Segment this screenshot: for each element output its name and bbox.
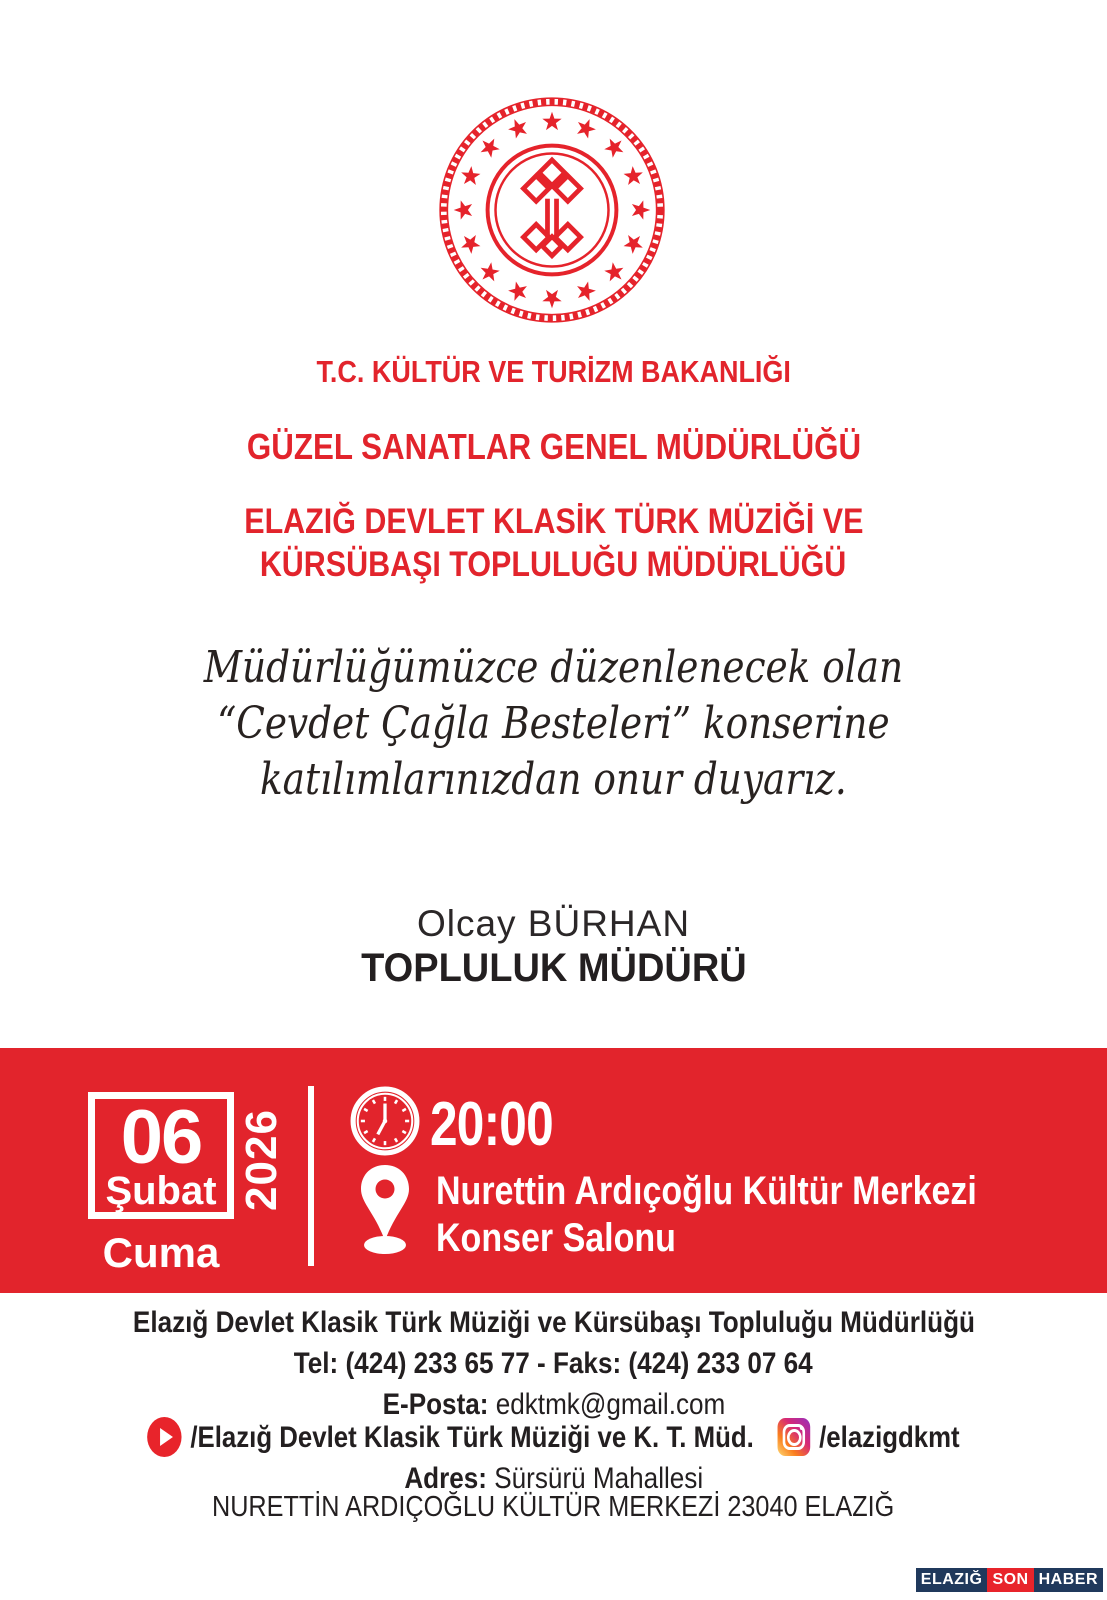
venue-line2: Konser Salonu: [436, 1216, 676, 1260]
footer-org-text: Elazığ Devlet Klasik Türk Müziği ve Kürsübaşı Topluluğu Müdürlüğü: [132, 1306, 975, 1339]
watermark-part1: ELAZIĞ: [920, 1571, 983, 1588]
knot-motif: [523, 160, 580, 256]
footer-org: [0, 1306, 1107, 1339]
watermark-part2: SON: [987, 1568, 1033, 1592]
footer-email-label: E-Posta:: [382, 1388, 489, 1421]
org-heading-ensemble: [0, 500, 1107, 586]
org-heading-ministry: [0, 356, 1107, 387]
invitation-lines: [204, 640, 903, 808]
invitation-line3: katılımlarınızdan onur duyarız.: [260, 754, 847, 805]
instagram-icon: [778, 1418, 811, 1456]
star-ring: [454, 112, 651, 309]
location-pin-icon: [353, 1162, 417, 1256]
org-heading-ministry-text: T.C. KÜLTÜR VE TURİZM BAKANLIĞI: [316, 354, 791, 389]
footer-phone-text: Tel: (424) 233 65 77 - Faks: (424) 233 07 64: [294, 1347, 813, 1380]
youtube-icon: [147, 1417, 181, 1457]
footer-address2-text: NURETTİN ARDIÇOĞLU KÜLTÜR MERKEZİ 23040 ELAZIĞ: [212, 1491, 895, 1523]
footer-address-value: Sürsürü Mahallesi: [494, 1462, 703, 1495]
org-heading-directorate: [0, 426, 1107, 467]
event-venue: [436, 1168, 1072, 1262]
signatory-name: Olcay BÜRHAN: [416, 903, 691, 944]
date-box: [88, 1092, 234, 1219]
clock-icon: [349, 1085, 421, 1157]
signatory-title: [0, 946, 1107, 991]
footer-social-line: [77, 1417, 1029, 1457]
event-year: 2026: [237, 1109, 286, 1211]
signatory-title-text: TOPLULUK MÜDÜRÜ: [360, 946, 747, 990]
org-heading-ensemble-line1: ELAZIĞ DEVLET KLASİK TÜRK MÜZİĞİ VE: [243, 502, 864, 541]
footer-email-value: edktmk@gmail.com: [495, 1388, 725, 1421]
event-month: Şubat: [105, 1169, 217, 1213]
invitation-text: [0, 640, 1107, 808]
banner-divider: [308, 1086, 314, 1266]
rope-border: [440, 98, 664, 322]
youtube-play-glyph: [160, 1428, 173, 1446]
watermark-part3: HABER: [1038, 1571, 1098, 1588]
invitation-line2: “Cevdet Çağla Besteleri” konserine: [217, 698, 890, 749]
footer-phone: [0, 1347, 1107, 1380]
event-time: [430, 1090, 584, 1159]
event-banner: [0, 1048, 1107, 1293]
venue-line1: Nurettin Ardıçoğlu Kültür Merkezi: [436, 1169, 977, 1213]
youtube-handle: /Elazığ Devlet Klasik Türk Müziği ve K. T. Müd.: [190, 1420, 754, 1454]
instagram-handle: /elazigdkmt: [819, 1420, 960, 1454]
event-time-text: 20:00: [430, 1090, 553, 1159]
event-day: 06: [120, 1095, 202, 1180]
ministry-emblem: [439, 97, 665, 323]
footer-address-label: Adres:: [404, 1462, 487, 1495]
invitation-line1: Müdürlüğümüzce düzenlenecek olan: [203, 642, 904, 693]
event-weekday: Cuma: [102, 1229, 220, 1276]
ministry-emblem-svg: [439, 97, 665, 323]
watermark-elazig-son-haber: [916, 1568, 1103, 1592]
footer-address-line2: [0, 1492, 1107, 1524]
org-heading-directorate-text: GÜZEL SANATLAR GENEL MÜDÜRLÜĞÜ: [246, 426, 861, 467]
org-heading-ensemble-line2: KÜRSÜBAŞI TOPLULUĞU MÜDÜRLÜĞÜ: [260, 545, 847, 584]
